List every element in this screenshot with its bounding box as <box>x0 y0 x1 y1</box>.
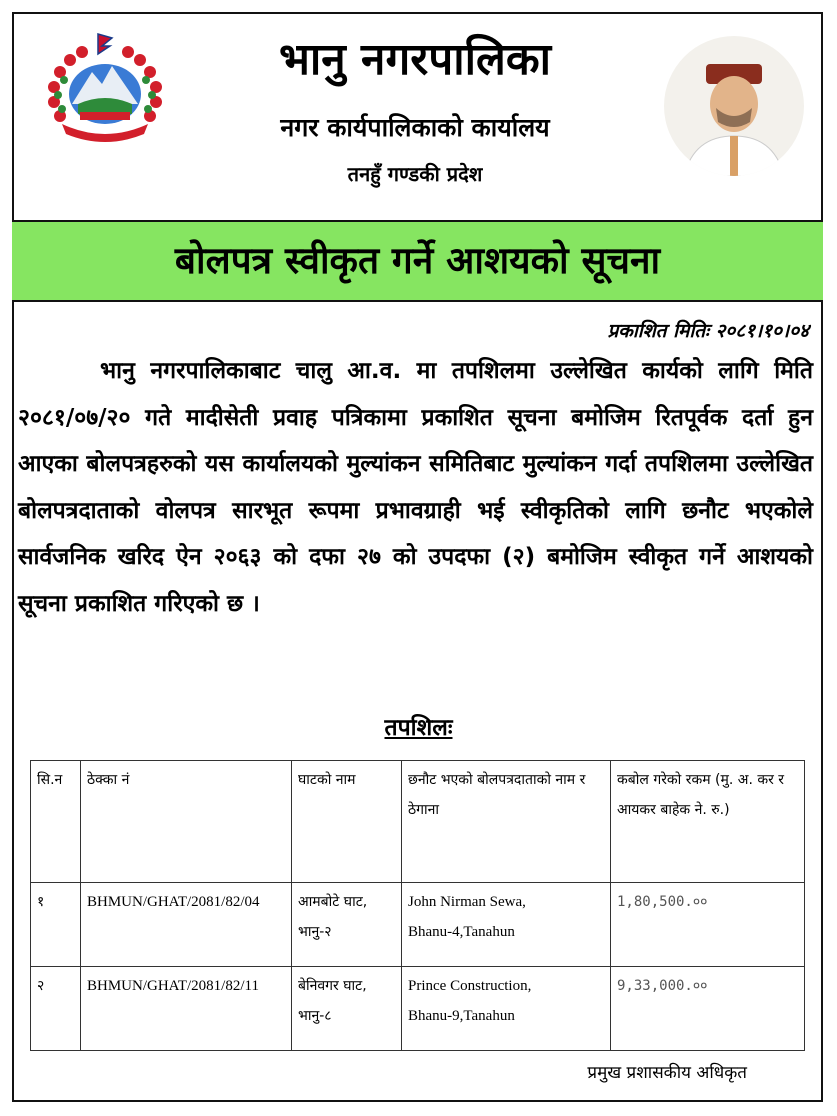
bid-table <box>30 760 805 1051</box>
bidder-name: John Nirman Sewa, <box>408 894 526 910</box>
table-header-cell: घाटको नाम <box>292 761 402 883</box>
location-line: तनहुँ गण्डकी प्रदेश <box>347 162 483 186</box>
table-header-cell: कबोल गरेको रकम (मु. अ. कर र आयकर बाहेक ने. रु.) <box>611 761 805 883</box>
nepal-emblem-icon <box>40 32 170 147</box>
published-date: प्रकाशित मितिः २०८१।१०।०४ <box>607 320 809 342</box>
cell-contract: BHMUN/GHAT/2081/82/11 <box>81 967 292 1051</box>
table-header-cell: छनौट भएको बोलपत्रदाताको नाम र ठेगाना <box>402 761 611 883</box>
cell-amount: 1,80,500.०० <box>611 883 805 967</box>
notice-heading: बोलपत्र स्वीकृत गर्ने आशयको सूचना <box>12 220 823 302</box>
cell-sn: १ <box>31 883 81 967</box>
cell-ghat: बेनिवगर घाट, भानु-८ <box>292 967 402 1051</box>
bidder-address: Bhanu-9,Tanahun <box>408 1008 515 1024</box>
bhanubhakta-portrait <box>664 36 804 176</box>
cell-sn: २ <box>31 967 81 1051</box>
table-row <box>31 883 805 967</box>
table-header-row <box>31 761 805 883</box>
schedule-heading: तपशिलः <box>384 715 453 741</box>
table-row <box>31 967 805 1051</box>
office-subtitle: नगर कार्यपालिकाको कार्यालय <box>280 113 550 142</box>
cell-contract: BHMUN/GHAT/2081/82/04 <box>81 883 292 967</box>
bidder-name: Prince Construction, <box>408 978 532 994</box>
signature-title: प्रमुख प्रशासकीय अधिकृत <box>587 1063 747 1083</box>
cell-bidder <box>402 967 611 1051</box>
cell-ghat: आमबोटे घाट, भानु-२ <box>292 883 402 967</box>
notice-body: भानु नगरपालिकाबाट चालु आ.व. मा तपशिलमा उल्लेखित कार्यको लागि मिति २०८१/०७/२० गते मादीसेती प्रवाह पत्रिकामा प्रकाशित सूचना बमोजिम रितपूर्वक दर्ता हुन आएका बोलपत्रहरुको यस कार्यालयको मुल्यांकन समितिबाट मुल्यांकन गर्दा तपशिलमा उल्लेखित बोलपत्रदाताको वोलपत्र सारभूत रूपमा प्रभावग्राही भई स्वीकृतिको लागि छनौट भएकोले सार्वजनिक खरिद ऐन २०६३ को दफा २७ को उपदफा (२) बमोजिम स्वीकृत गर्ने आशयको सूचना प्रकाशित गरिएको छ । <box>18 358 813 617</box>
municipality-title: भानु नगरपालिका <box>278 34 552 85</box>
cell-amount: 9,33,000.०० <box>611 967 805 1051</box>
cell-bidder <box>402 883 611 967</box>
table-header-cell: ठेक्का नं <box>81 761 292 883</box>
table-header-cell: सि.न <box>31 761 81 883</box>
bidder-address: Bhanu-4,Tanahun <box>408 924 515 940</box>
